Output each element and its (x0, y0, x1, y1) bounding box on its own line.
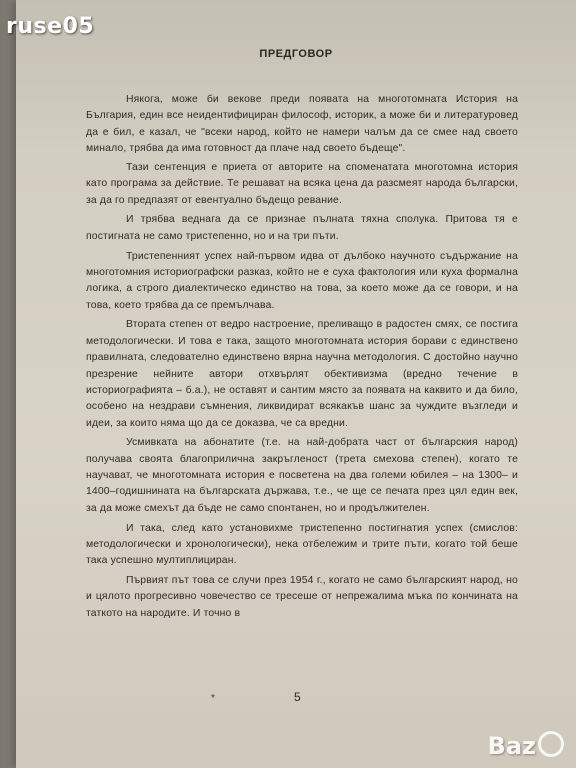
page-number: 5 (294, 690, 301, 704)
book-page (16, 0, 576, 768)
site-watermark (488, 728, 564, 760)
seller-watermark: ruse05 (6, 14, 95, 39)
watermark-text: Baz (487, 732, 536, 760)
paragraph: Някога, може би вековe преди появата на многотомната История на България, един все неидентифициран философ, историк, а може би и литературовед да е бил, е казал, че "всеки народ, който не намери чалъм да се смее над своето минало, трябва да има готовност да плаче над своето бъдеще". (86, 94, 518, 155)
page-heading: ПРЕДГОВОР (259, 48, 333, 60)
paragraph: И трябва веднага да се признае пълната тяхна сполука. Притова тя е постигната не само тристепенно, но и на три пъти. (86, 214, 518, 242)
paragraph: Тристепенният успех най-първом идва от дълбоко научното съдържание на многотомния историографски разказ, който не е суха фактология или куха формална логика, а строго диалектическо единство на това, за което може да се говори, и на това, което трябва да се премълчава. (86, 250, 518, 311)
footer-mark: * (211, 693, 215, 704)
paragraph: Втората степен от ведро настроение, преливащо в радостен смях, се постига методологически. И това е така, защото многотомната история борави с единствено правилната, следователно единствено вярна научна методология. С достойно научно презрение нейните автори отхвърлят обективизма (вредно течение в историографията – б.а.), не оставят и сантим място за появата на каквито и да било, особено на нездрави съмнения, ликвидират всякакъв шанс за чуждите възгледи и идеи, за които няма що да се доказва, че са вредни. (86, 319, 518, 429)
logo-icon (538, 731, 564, 757)
paragraph: Тази сентенция е приета от авторите на споменатата многотомна история като програма за действие. Те решават на всяка цена да разсмеят народа български, за да го предпазят от евентуално бъдещо ревание. (86, 161, 518, 206)
paragraph: Усмивката на абонатите (т.е. на най-добрата част от българския народ) получава своята благоприлична закръгленост (трета смехова степен), когато те научават, че многотомната история е посветена на два големи юбилея – на 1300– и 1400–годишнината на българската държава, т.е., че ще се печата през цял един век, за да може смехът да бъде не само спонтанен, но и продължителен. (86, 437, 518, 514)
paragraph: И така, след като установихме тристепенно постигнатия успех (смислов: методологически и хронологически), нека отбележим и трите пъти, когато той беше така успешно мултиплициран. (86, 522, 518, 567)
body-text (86, 92, 518, 626)
paragraph: Първият път това се случи през 1954 г., когато не само българският народ, но и цялото прогресивно човечество се тресеше от непрежалима мъка по кончината на таткото на народите. И точно в (86, 575, 518, 619)
